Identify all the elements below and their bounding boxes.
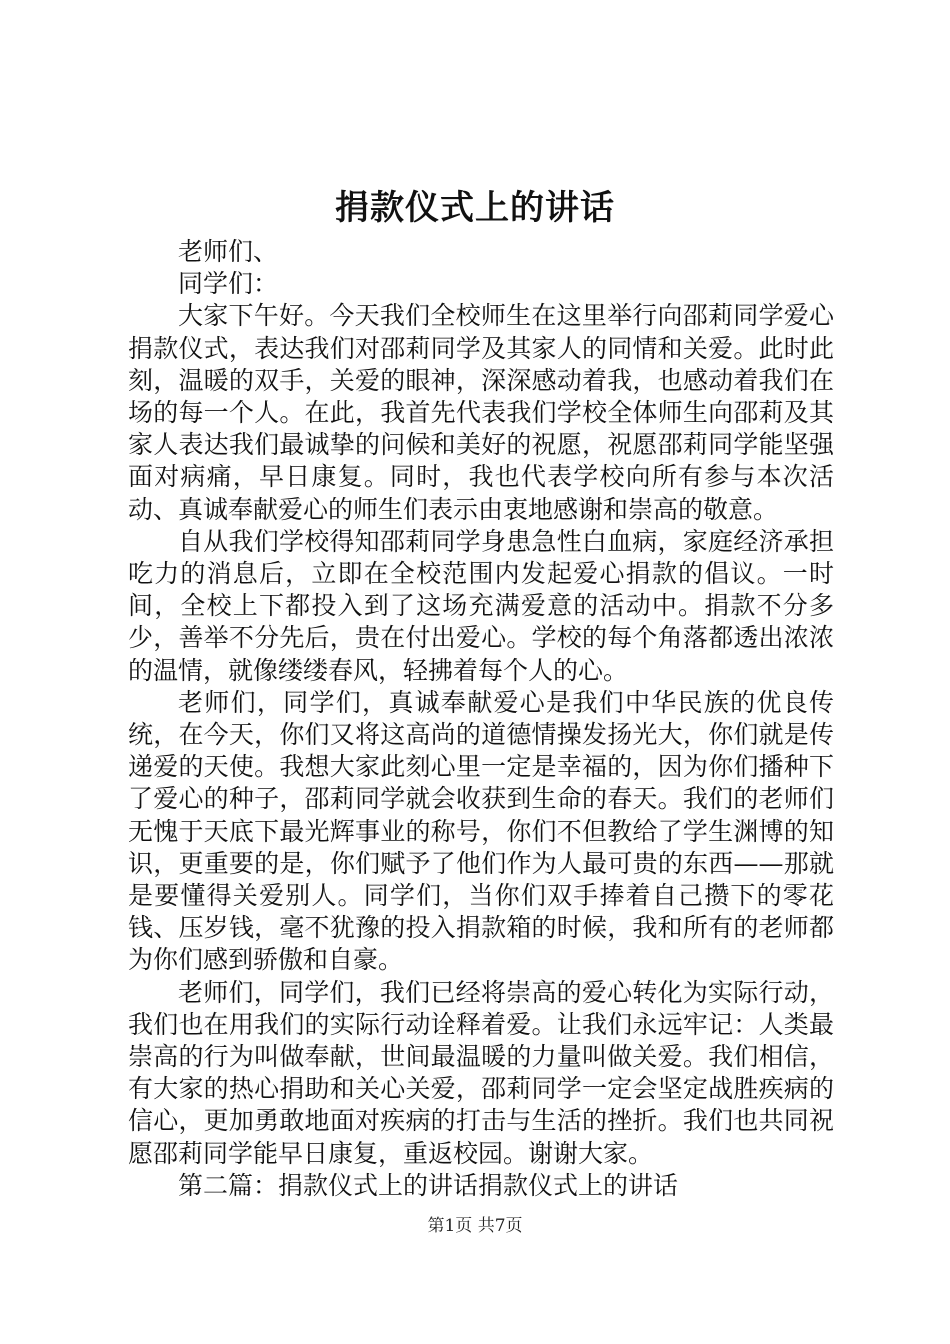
document-title: 捐款仪式上的讲话 (335, 188, 615, 228)
paragraph-second-chapter-heading: 第二篇：捐款仪式上的讲话捐款仪式上的讲话 (178, 1170, 679, 1200)
paragraph-tradition: 老师们，同学们，真诚奉献爱心是我们中华民族的优良传统，在今天，你们又将这高尚的道德情操发扬光大，你们就是传递爱的天使。我想大家此刻心里一定是幸福的，因为你们播种下了爱心的种子，邵莉同学就会收获到生命的春天。我们的老师们无愧于天底下最光辉事业的称号，你们不但教给了学生渊博的知识，更重要的是，你们赋予了他们作为人最可贵的东西——那就是要懂得关爱别人。同学们，当你们双手捧着自己攒下的零花钱、压岁钱，毫不犹豫的投入捐款箱的时候，我和所有的老师都为你们感到骄傲和自豪。 (128, 687, 834, 975)
document-body (128, 236, 834, 1202)
paragraph-greeting: 大家下午好。今天我们全校师生在这里举行向邵莉同学爱心捐款仪式，表达我们对邵莉同学及其家人的同情和关爱。此时此刻，温暖的双手，关爱的眼神，深深感动着我，也感动着我们在场的每一个人。在此，我首先代表我们学校全体师生向邵莉及其家人表达我们最诚挚的问候和美好的祝愿，祝愿邵莉同学能坚强面对病痛，早日康复。同时，我也代表学校向所有参与本次活动、真诚奉献爱心的师生们表示由衷地感谢和崇高的敬意。 (128, 301, 834, 524)
salutation-teachers: 老师们、 (178, 237, 279, 266)
page-number-footer: 第1页 共7页 (427, 1216, 523, 1236)
paragraph-closing: 老师们，同学们，我们已经将崇高的爱心转化为实际行动，我们也在用我们的实际行动诠释着爱。让我们永远牢记：人类最崇高的行为叫做奉献，世间最温暖的力量叫做关爱。我们相信，有大家的热心捐助和关心关爱，邵莉同学一定会坚定战胜疾病的信心，更加勇敢地面对疾病的打击与生活的挫折。我们也共同祝愿邵莉同学能早日康复，重返校园。谢谢大家。 (128, 977, 834, 1168)
paragraph-initiative: 自从我们学校得知邵莉同学身患急性白血病，家庭经济承担吃力的消息后，立即在全校范围内发起爱心捐款的倡议。一时间，全校上下都投入到了这场充满爱意的活动中。捐款不分多少，善举不分先后，贵在付出爱心。学校的每个角落都透出浓浓的温情，就像缕缕春风，轻拂着每个人的心。 (128, 526, 834, 685)
salutation-students: 同学们： (178, 269, 279, 299)
